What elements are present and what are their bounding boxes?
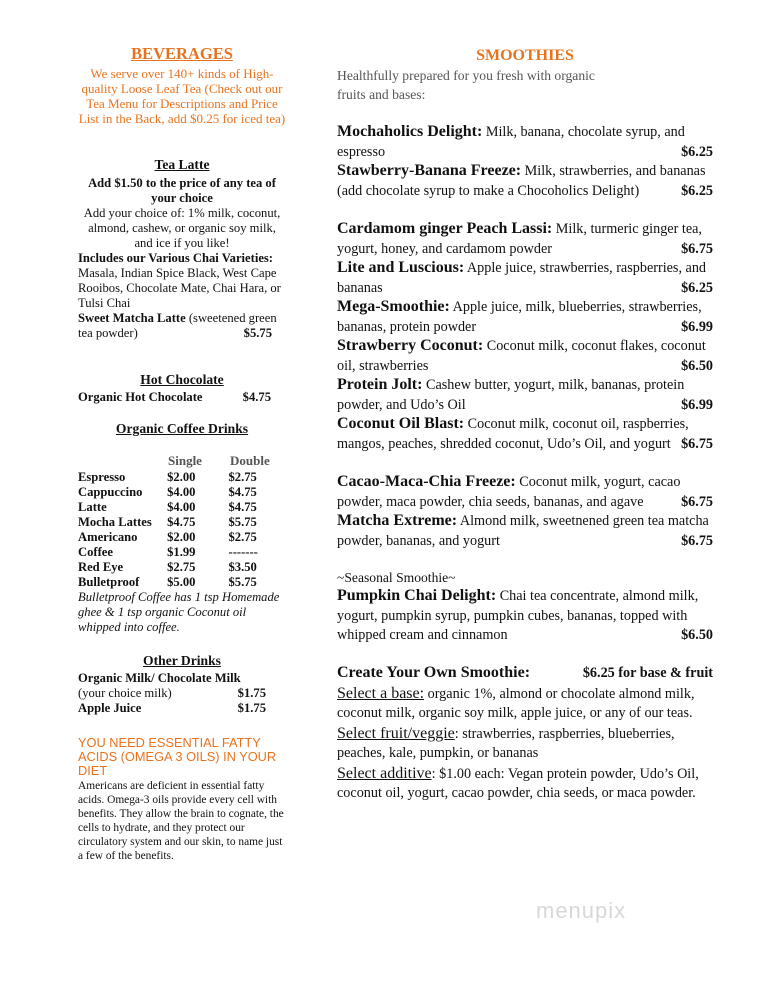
coffee-single-price: $2.00 [167, 530, 196, 544]
coffee-single-price: $1.99 [167, 545, 196, 559]
smoothie-item [337, 161, 713, 201]
matcha-desc: (sweetened green tea powder) [78, 311, 277, 340]
chai-varieties [78, 251, 286, 311]
fruit-text: : strawberries, raspberries, blueberries, peaches, kale, pumpkin, or bananas [337, 725, 675, 761]
seasonal-label: ~Seasonal Smoothie~ [337, 570, 456, 585]
smoothie-item [337, 122, 713, 162]
smoothie-item [337, 297, 713, 337]
fruit-label: Select fruit/veggie [337, 724, 455, 742]
smoothie-price: $6.99 [681, 318, 713, 335]
smoothie-item [337, 472, 713, 512]
chai-label: Includes our Various Chai Varieties: [78, 251, 274, 265]
coffee-row [78, 530, 278, 545]
coffee-row [78, 500, 278, 515]
matcha-price: $5.75 [243, 326, 272, 340]
matcha-label: Sweet Matcha Latte [78, 311, 186, 325]
coffee-table [78, 453, 278, 635]
coffee-double-price: $5.75 [228, 515, 257, 529]
coffee-single-price: $2.00 [167, 470, 196, 484]
other-drinks-section [78, 671, 266, 716]
smoothie-price: $6.50 [681, 357, 713, 374]
coffee-name: Bulletproof [78, 575, 140, 589]
tea-latte-section [78, 176, 286, 341]
coffee-row [78, 575, 278, 590]
additive-text: : $1.00 each: Vegan protein powder, Udo’s Oil, coconut oil, yogurt, cacao powder, chia seeds, or maca powder. [337, 765, 699, 801]
hot-chocolate-price: $4.75 [242, 390, 271, 404]
milk-name: Organic Milk/ Chocolate Milk [78, 671, 241, 685]
beverages-title: BEVERAGES [131, 44, 233, 63]
coffee-name: Latte [78, 500, 107, 514]
base-label: Select a base: [337, 684, 425, 702]
smoothie-name: Mega-Smoothie: [337, 298, 450, 315]
coffee-row [78, 485, 278, 500]
coffee-single-price: $4.00 [167, 485, 196, 499]
smoothie-name: Coconut Oil Blast: [337, 415, 465, 432]
smoothie-item [337, 336, 713, 376]
base-text: organic 1%, almond or chocolate almond milk, coconut milk, organic soy milk, apple juice, or any of our teas. [337, 685, 695, 721]
smoothie-desc: Milk, banana, chocolate syrup, and espresso [337, 124, 685, 160]
smoothie-item [337, 258, 713, 298]
seasonal-smoothie [337, 586, 713, 646]
smoothie-price: $6.25 [681, 279, 713, 296]
smoothie-desc: Almond milk, sweetnened green tea matcha powder, bananas, and yogurt [337, 513, 709, 549]
seasonal-name: Pumpkin Chai Delight: [337, 587, 497, 604]
smoothie-name: Protein Jolt: [337, 376, 423, 393]
coffee-double-price: $5.75 [228, 575, 257, 589]
create-price: $6.25 for base & fruit [582, 665, 713, 681]
fatty-acids-heading: YOU NEED ESSENTIAL FATTY ACIDS (OMEGA 3 OILS) IN YOUR DIET [78, 735, 277, 778]
smoothie-item [337, 511, 713, 551]
smoothie-price: $6.75 [681, 532, 713, 549]
smoothie-desc: Coconut milk, coconut flakes, coconut oil, strawberries [337, 338, 706, 374]
coffee-name: Coffee [78, 545, 113, 559]
coffee-heading: Organic Coffee Drinks [115, 421, 249, 436]
coffee-double-price: ------- [228, 545, 258, 559]
smoothie-desc: Cashew butter, yogurt, milk, bananas, protein powder, and Udo’s Oil [337, 377, 685, 413]
smoothie-item [337, 219, 713, 259]
smoothie-desc: Milk, turmeric ginger tea, yogurt, honey, and cardamom powder [337, 221, 702, 257]
coffee-double-price: $2.75 [228, 530, 257, 544]
tea-latte-choice-line: Add your choice of: 1% milk, coconut, almond, cashew, or organic soy milk, and ice if you like! [83, 206, 281, 250]
matcha-latte [78, 311, 286, 341]
coffee-double-price: $4.75 [228, 485, 257, 499]
smoothie-price: $6.75 [681, 493, 713, 510]
coffee-rows [78, 470, 278, 590]
smoothie-item [337, 414, 713, 454]
select-base [337, 684, 713, 724]
coffee-single-price: $4.00 [167, 500, 196, 514]
coffee-table-header [78, 453, 278, 468]
smoothie-price: $6.25 [681, 143, 713, 160]
tea-latte-add-line: Add $1.50 to the price of any tea of your choice [88, 176, 276, 205]
smoothie-desc: Coconut milk, coconut oil, raspberries, mangos, peaches, shredded coconut, Udo’s Oil, and yogurt [337, 416, 689, 452]
milk-price: $1.75 [237, 686, 266, 700]
coffee-name: Americano [78, 530, 138, 544]
additive-label: Select additive [337, 764, 432, 782]
smoothies-subtitle: Healthfully prepared for you fresh with organic fruits and bases: [337, 68, 595, 102]
smoothie-name: Matcha Extreme: [337, 512, 458, 529]
apple-juice-name: Apple Juice [78, 701, 142, 715]
seasonal-desc: Chai tea concentrate, almond milk, yogurt, pumpkin syrup, pumpkin cubes, bananas, topped with whipped cream and cinnamon [337, 588, 699, 643]
coffee-name: Cappuccino [78, 485, 143, 499]
col-double: Double [230, 453, 270, 468]
coffee-single-price: $4.75 [167, 515, 196, 529]
seasonal-price: $6.50 [681, 627, 713, 643]
hot-chocolate-row [78, 390, 271, 405]
smoothie-price: $6.75 [681, 435, 713, 452]
smoothie-desc: Milk, strawberries, and bananas (add chocolate syrup to make a Chocoholics Delight) [337, 163, 706, 199]
coffee-single-price: $5.00 [167, 575, 196, 589]
smoothie-desc: Apple juice, milk, blueberries, strawberries, bananas, protein powder [337, 299, 702, 335]
smoothie-name: Lite and Luscious: [337, 259, 465, 276]
coffee-double-price: $2.75 [228, 470, 257, 484]
create-your-own [337, 663, 713, 804]
coffee-single-price: $2.75 [167, 560, 196, 574]
menupix-watermark: menupix [536, 898, 627, 923]
smoothie-price: $6.99 [681, 396, 713, 413]
coffee-name: Mocha Lattes [78, 515, 152, 529]
coffee-row [78, 515, 278, 530]
coffee-double-price: $3.50 [228, 560, 257, 574]
coffee-row [78, 560, 278, 575]
milk-desc: (your choice milk) [78, 686, 172, 700]
bulletproof-note: Bulletproof Coffee has 1 tsp Homemade ghee & 1 tsp organic Coconut oil whipped into coffee. [78, 590, 280, 634]
chai-list: Masala, Indian Spice Black, West Cape Rooibos, Chocolate Mate, Chai Hara, or Tulsi Chai [78, 266, 281, 310]
coffee-row [78, 470, 278, 485]
smoothie-price: $6.75 [681, 240, 713, 257]
select-additive [337, 764, 713, 804]
smoothie-name: Mochaholics Delight: [337, 123, 483, 140]
hot-chocolate-heading: Hot Chocolate [140, 372, 224, 387]
smoothie-price: $6.25 [681, 182, 713, 199]
col-single: Single [168, 453, 202, 468]
hot-chocolate-name: Organic Hot Chocolate [78, 390, 203, 404]
smoothie-desc: Coconut milk, yogurt, cacao powder, maca powder, chia seeds, bananas, and agave [337, 474, 681, 510]
create-heading: Create Your Own Smoothie: [337, 664, 531, 681]
coffee-double-price: $4.75 [228, 500, 257, 514]
tea-latte-heading: Tea Latte [154, 157, 210, 172]
smoothie-name: Strawberry Coconut: [337, 337, 484, 354]
select-fruit [337, 724, 713, 764]
coffee-name: Espresso [78, 470, 126, 484]
coffee-row [78, 545, 278, 560]
beverages-description: We serve over 140+ kinds of High-quality Loose Leaf Tea (Check out our Tea Menu for Descriptions and Price List in the Back, add $0.25 for iced tea) [78, 66, 286, 126]
fatty-acids-body: Americans are deficient in essential fatty acids. Omega-3 oils provide every cell with benefits. They allow the brain to cognate, the cells to hydrate, and they protect our circulatory system and our skin, to name just a few of the benefits. [78, 780, 284, 862]
smoothie-name: Stawberry-Banana Freeze: [337, 162, 522, 179]
smoothie-name: Cardamom ginger Peach Lassi: [337, 220, 553, 237]
smoothie-item [337, 375, 713, 415]
other-drinks-heading: Other Drinks [143, 653, 221, 668]
smoothie-desc: Apple juice, strawberries, raspberries, and bananas [337, 260, 707, 296]
coffee-name: Red Eye [78, 560, 124, 574]
smoothies-title: SMOOTHIES [476, 47, 574, 64]
apple-juice-price: $1.75 [237, 701, 266, 715]
smoothie-name: Cacao-Maca-Chia Freeze: [337, 473, 516, 490]
